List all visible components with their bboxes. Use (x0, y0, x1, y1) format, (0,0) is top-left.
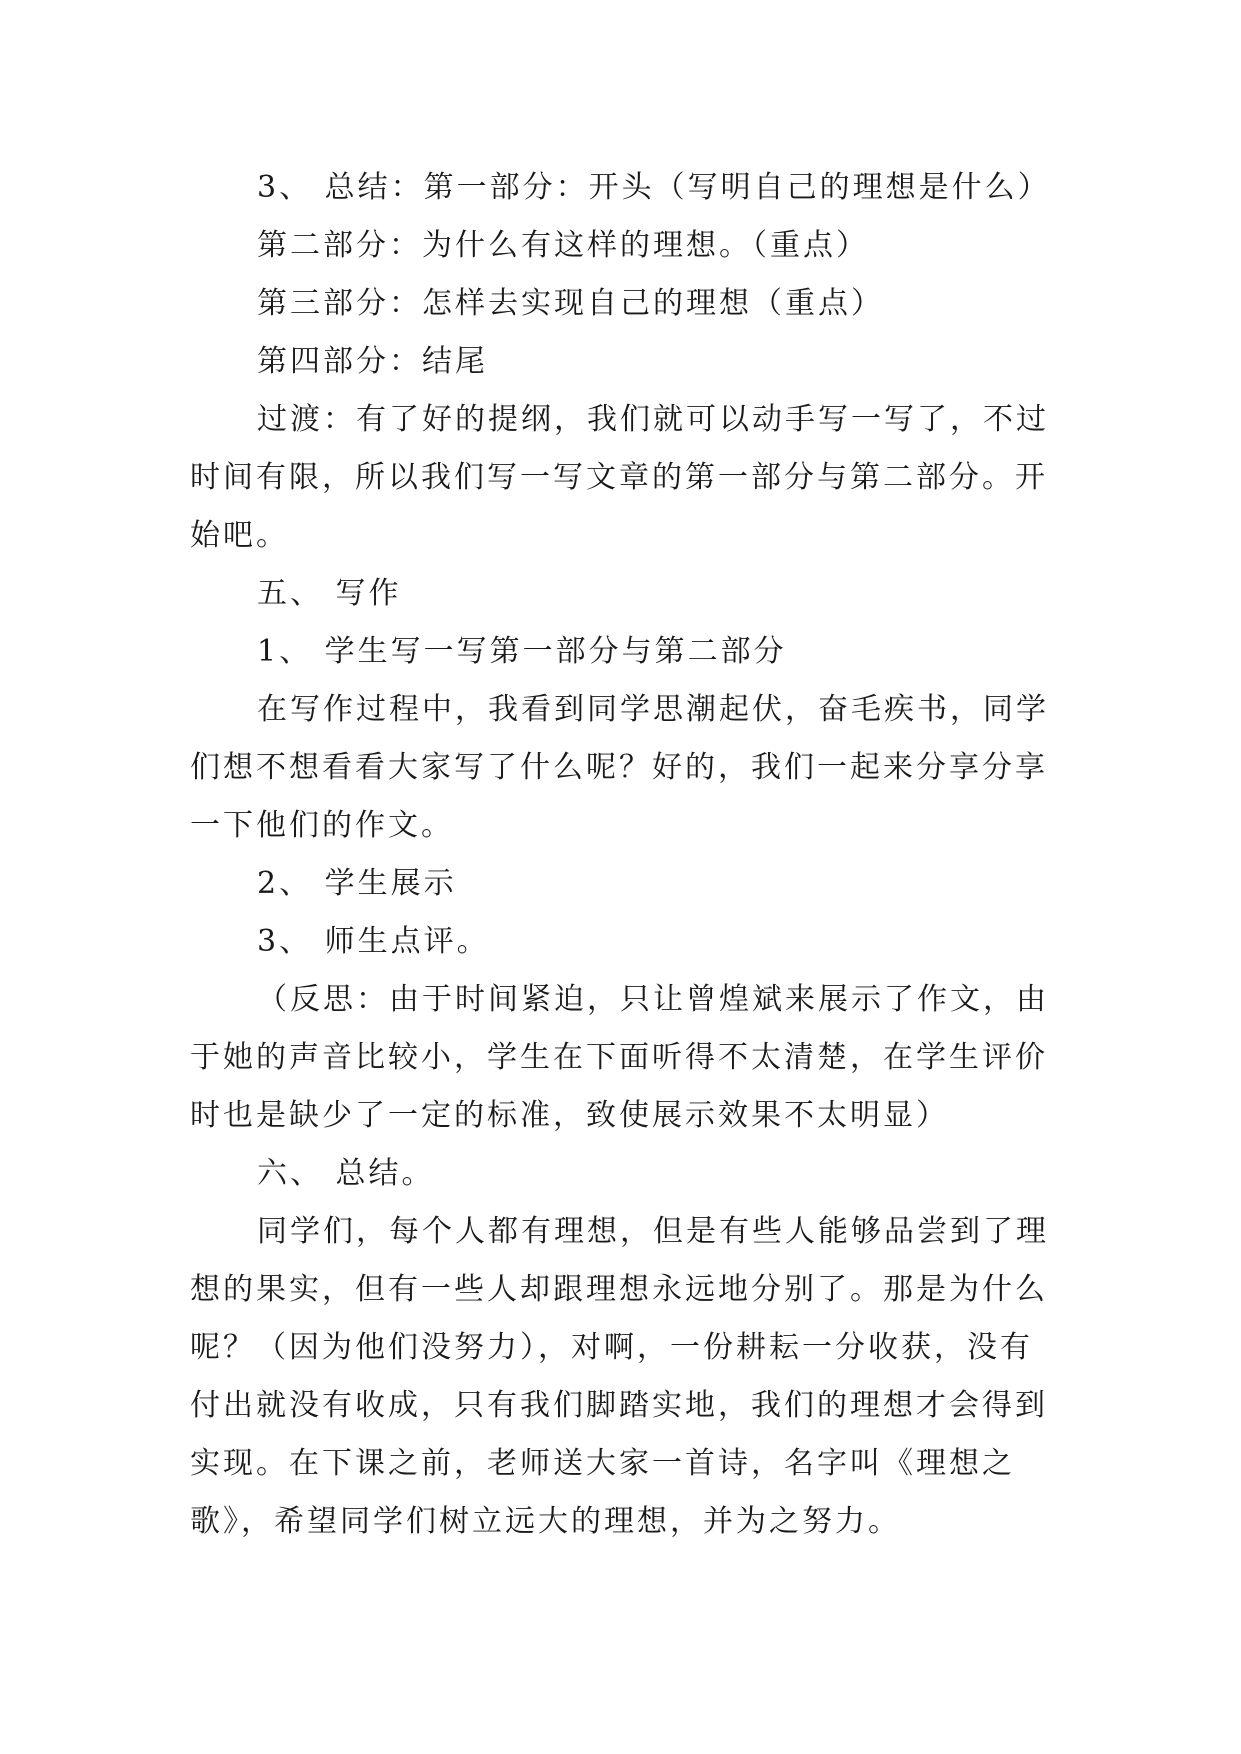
text-line: 同学们，每个人都有理想，但是有些人能够品尝到了理 (257, 1214, 1049, 1249)
text-line: 过渡：有了好的提纲，我们就可以动手写一写了，不过 (257, 402, 1049, 437)
text-line: 们想不想看看大家写了什么呢？好的，我们一起来分享分享 (190, 750, 1048, 785)
text-line: 时也是缺少了一定的标准，致使展示效果不太明显） (190, 1098, 949, 1133)
text-line: 于她的声音比较小，学生在下面听得不太清楚，在学生评价 (190, 1040, 1048, 1075)
document-body (190, 159, 1050, 1551)
text-line: 3、 总结：第一部分：开头（写明自己的理想是什么） (257, 170, 1051, 205)
text-line: 第四部分：结尾 (257, 344, 488, 379)
text-line: 歌》，希望同学们树立远大的理想，并为之努力。 (190, 1504, 901, 1539)
text-line: 始吧。 (190, 518, 289, 553)
text-line: 一下他们的作文。 (190, 808, 454, 843)
text-line: 在写作过程中，我看到同学思潮起伏，奋毛疾书，同学 (257, 692, 1049, 727)
text-line: 呢？（因为他们没努力），对啊，一份耕耘一分收获，没有 (190, 1330, 1033, 1365)
section-heading: 六、 总结。 (257, 1156, 435, 1191)
text-line: 实现。在下课之前，老师送大家一首诗，名字叫《理想之 (190, 1446, 1015, 1481)
text-line: 想的果实，但有一些人却跟理想永远地分别了。那是为什么 (190, 1272, 1048, 1307)
text-line: 3、 师生点评。 (257, 924, 490, 959)
section-heading: 五、 写作 (257, 576, 402, 611)
text-line: 第二部分：为什么有这样的理想。（重点） (257, 228, 869, 263)
text-line: 1、 学生写一写第一部分与第二部分 (257, 634, 787, 669)
text-line: 第三部分：怎样去实现自己的理想（重点） (257, 286, 884, 321)
text-line: 时间有限，所以我们写一写文章的第一部分与第二部分。开 (190, 460, 1048, 495)
text-line: （反思：由于时间紧迫，只让曾煌斌来展示了作文，由 (257, 982, 1049, 1017)
text-line: 2、 学生展示 (257, 866, 457, 901)
text-line: 付出就没有收成，只有我们脚踏实地，我们的理想才会得到 (190, 1388, 1048, 1423)
